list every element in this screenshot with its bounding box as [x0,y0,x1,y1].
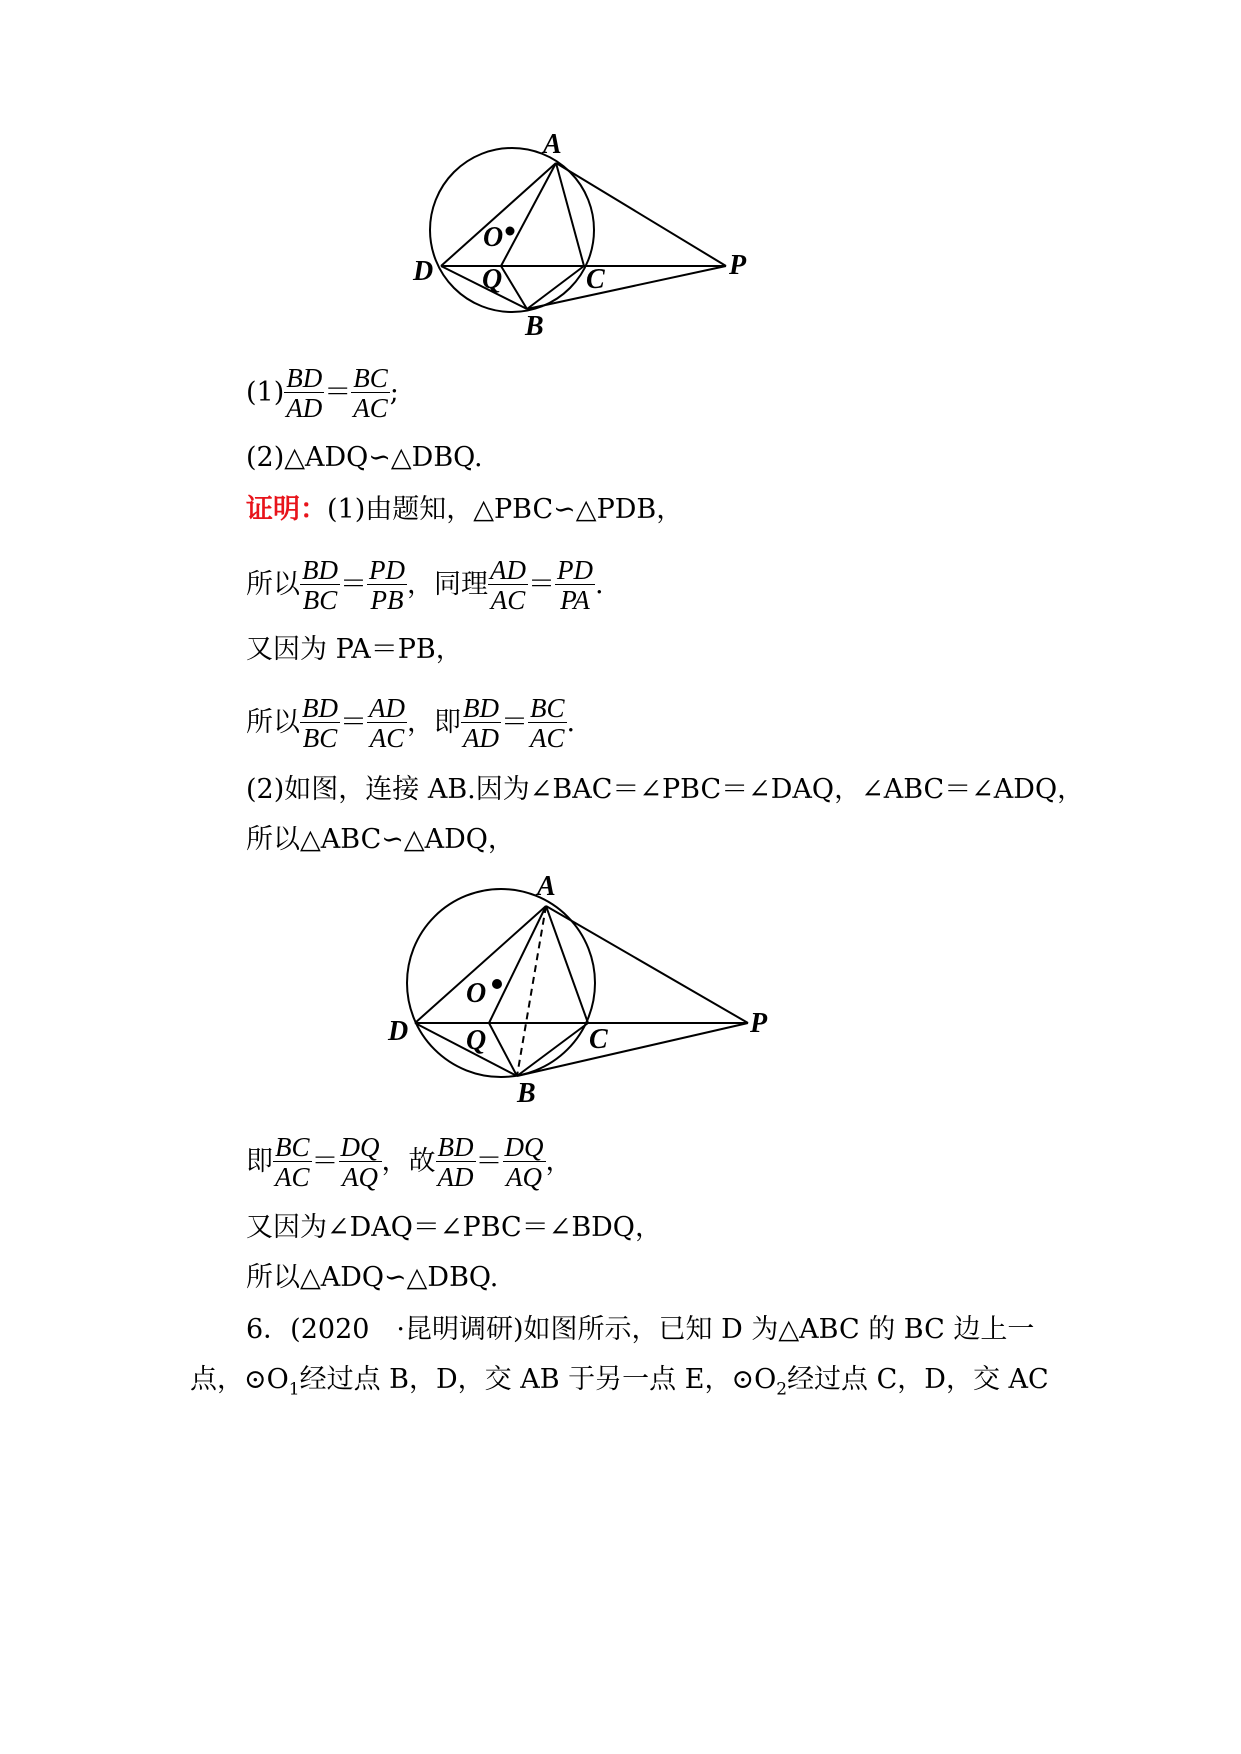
proof-line-pa-pb: 又因为 PA＝PB， [246,634,463,665]
fraction: $\frac{BD}{BC}$ [302,555,338,615]
proof-conclusion: 所以△ADQ∽△DBQ. [246,1262,499,1293]
fraction: $\frac{PD}{PA}$ [557,555,593,615]
fraction: $\frac{PD}{PB}$ [369,555,405,615]
proof-label: 证明： [246,494,327,525]
fraction: $\frac{BD}{AD}$ [437,1132,474,1192]
fraction: $\frac{BD}{AD}$ [463,693,499,753]
label-p: P [750,1008,768,1039]
proof-line-similar-abc: 所以△ABC∽△ADQ， [246,824,515,855]
proof-line-angles: (2)如图，连接 AB.因为∠BAC＝∠PBC＝∠DAQ，∠ABC＝∠ADQ， [246,774,1085,805]
fraction: $\frac{DQ}{AQ}$ [504,1132,544,1192]
fraction: $\frac{DQ}{AQ}$ [340,1132,380,1192]
label-d: D [413,256,434,287]
label-b: B [517,1078,536,1109]
label-q: Q [466,1025,487,1056]
fraction: $\frac{BC}{AC}$ [275,1132,310,1192]
label-c: C [589,1024,608,1055]
figure-1-diagram [413,129,790,370]
center-dot [506,227,515,236]
fraction: $\frac{BC}{AC}$ [353,363,388,423]
statement-1: (1) $\frac{BD}{AD}$ ＝ $\frac{BC}{AC}$ ; [246,363,399,423]
fraction: $\frac{BC}{AC}$ [530,693,565,753]
label-d: D [388,1016,409,1047]
proof-line-ratio-1: 所以 $\frac{BD}{BC}$ ＝ $\frac{PD}{PB}$ ，同理 $\frac{AD}{AC}$ ＝ $\frac{PD}{PA}$ . [246,555,604,615]
label-o: O [483,222,504,253]
label-p: P [729,250,747,281]
fraction: $\frac{AD}{AC}$ [369,693,405,753]
label-c: C [586,264,605,295]
label-a: A [537,871,556,902]
problem-6-line-2: 点，$⊙O_1$经过点 B，D，交 AB 于另一点 E，$⊙O_2$经过点 C，D，交 AC [190,1364,1049,1400]
fraction: $\frac{BD}{BC}$ [302,693,338,753]
proof-line-angle-eq: 又因为∠DAQ＝∠PBC＝∠BDQ， [246,1212,662,1243]
statement-2: (2)△ADQ∽△DBQ. [246,442,483,473]
problem-6-line-1: 6．(2020 ·昆明调研)如图所示，已知 D 为△ABC 的 BC 边上一 [246,1314,1035,1345]
figure-2-diagram [385,865,785,1115]
proof-line-ratio-3: 即 $\frac{BC}{AC}$ ＝ $\frac{DQ}{AQ}$ ，故 $\frac{BD}{AD}$ ＝ $\frac{DQ}{AQ}$ ， [246,1132,573,1192]
fraction: $\frac{AD}{AC}$ [490,555,526,615]
label-a: A [543,129,562,160]
center-dot [492,979,502,989]
proof-line-ratio-2: 所以 $\frac{BD}{BC}$ ＝ $\frac{AD}{AC}$ ，即 $\frac{BD}{AD}$ ＝ $\frac{BC}{AC}$ . [246,693,576,753]
label-q: Q [482,264,503,295]
label-b: B [525,311,544,342]
label-o: O [466,978,487,1009]
segment-ab-dashed [517,906,546,1076]
proof-heading: 证明：(1)由题知，△PBC∽△PDB， [246,494,684,525]
fraction: $\frac{BD}{AD}$ [286,363,323,423]
